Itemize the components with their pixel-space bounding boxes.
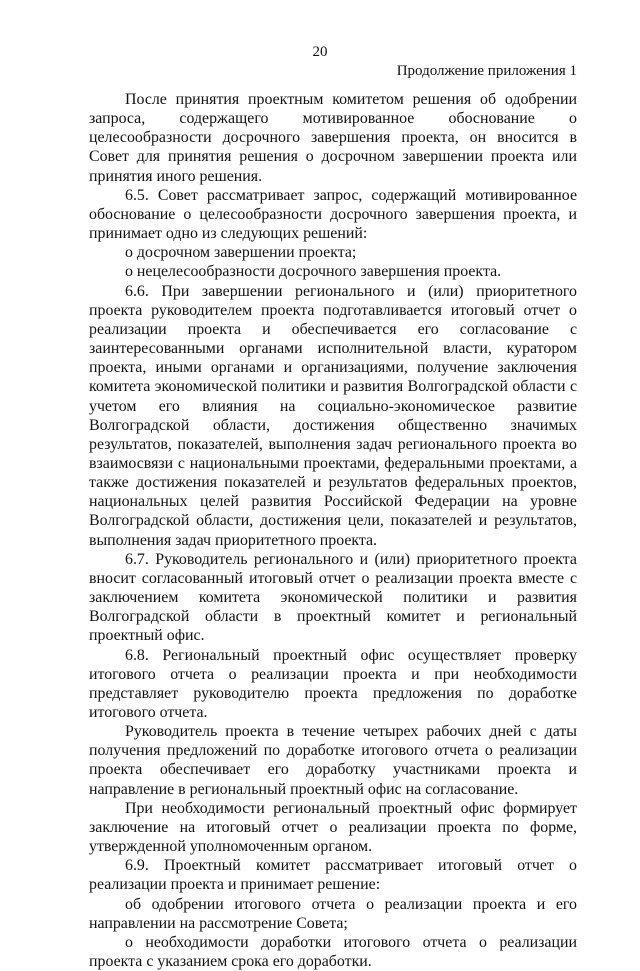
page-number: 20 <box>312 44 328 60</box>
paragraph-6-7: 6.7. Руководитель регионального и (или) приоритетного проекта вносит согласованный итоговый отчет о реализации проекта вместе с заключением комитета экономической политики и развития Волгоградской области в проектный комитет и региональный проектный офис. <box>89 550 577 645</box>
list-item-approve-report: об одобрении итогового отчета о реализации проекта и его направлении на рассмотрение Совета; <box>89 895 577 932</box>
appendix-continuation-label: Продолжение приложения 1 <box>396 63 577 79</box>
list-item-inexpediency: о нецелесообразности досрочного завершения проекта. <box>125 263 502 281</box>
paragraph-6-6: 6.6. При завершении регионального и (или) приоритетного проекта руководителем проекта подготавливается итоговый отчет о реализации проекта и обеспечивается его согласование с заинтересованными органами исполнительной власти, куратором проекта, иными органами и организациями, получение заключения комитета экономической политики и развития Волгоградской области с учетом его влияния на социально-экономическое развитие Волгоградской области, достижения общественно значимых результатов, показателей, выполнения задач регионального проекта во взаимосвязи с национальными проектами, федеральными проектами, а также достижения показателей и результатов федеральных проектов, национальных целей развития Российской Федерации на уровне Волгоградской области, достижения цели, показателей и результатов, выполнения задач приоритетного проекта. <box>89 282 577 549</box>
paragraph-office-conclusion: При необходимости региональный проектный офис формирует заключение на итоговый отчет о реализации проекта по форме, утвержденной уполномоченным органом. <box>89 799 577 856</box>
paragraph-6-5: 6.5. Совет рассматривает запрос, содержащий мотивированное обоснование о целесообразности досрочного завершения проекта, и принимает одно из следующих решений: <box>89 186 577 243</box>
paragraph-revision-deadline: Руководитель проекта в течение четырех рабочих дней с даты получения предложений по доработке итогового отчета о реализации проекта обеспечивает его доработку участниками проекта и направление в региональный проектный офис на согласование. <box>89 723 577 798</box>
paragraph-committee-approval: После принятия проектным комитетом решения об одобрении запроса, содержащего мотивированное обоснование о целесообразности досрочного завершения проекта, он вносится в Совет для принятия решения о досрочном завершении проекта или принятия иного решения. <box>89 91 577 185</box>
paragraph-6-9: 6.9. Проектный комитет рассматривает итоговый отчет о реализации проекта и принимает решение: <box>89 857 577 894</box>
list-item-revise-report: о необходимости доработки итогового отчета о реализации проекта с указанием срока его доработки. <box>89 933 577 971</box>
paragraph-6-8: 6.8. Региональный проектный офис осуществляет проверку итогового отчета о реализации проекта и при необходимости представляет руководителю проекта предложения по доработке итогового отчета. <box>89 646 577 721</box>
list-item-early-completion: о досрочном завершении проекта; <box>125 244 357 262</box>
document-body <box>89 90 577 971</box>
